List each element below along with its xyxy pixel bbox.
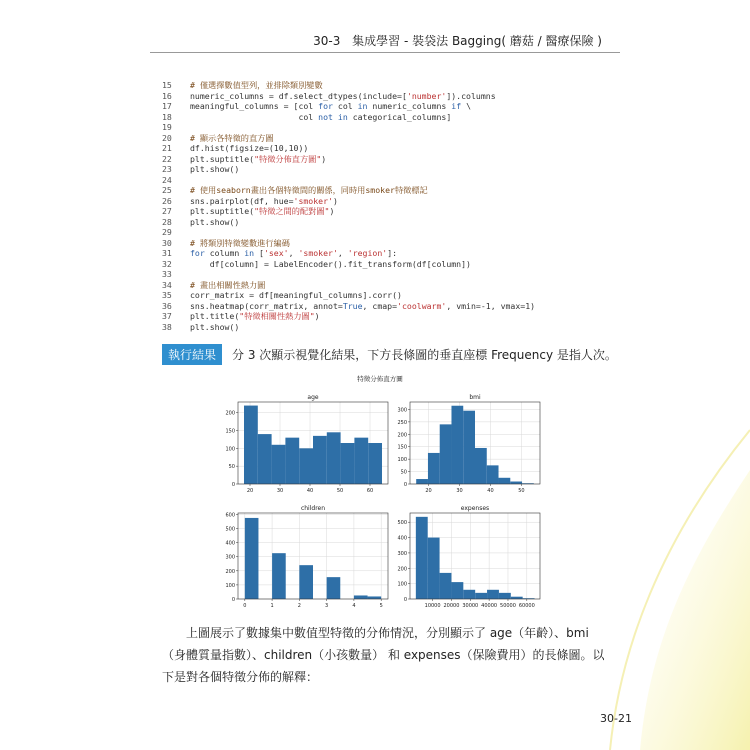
code-line — [162, 154, 602, 165]
histogram-bar — [510, 482, 522, 484]
y-tick-label: 0 — [231, 597, 235, 603]
line-number: 31 — [162, 248, 172, 258]
code-line — [162, 80, 602, 91]
x-tick-label: 3 — [325, 603, 329, 609]
chapter-title: 集成學習 - 裝袋法 Bagging( 蘑菇 / 醫療保險 ) — [352, 34, 602, 48]
histogram-bar — [463, 590, 475, 599]
x-tick-label: 40000 — [481, 603, 498, 609]
subplot-title: bmi — [469, 394, 481, 401]
x-tick-label: 50 — [336, 488, 344, 494]
histogram-bar — [327, 577, 341, 599]
histogram-bar — [428, 453, 440, 484]
histogram-bar — [341, 443, 355, 484]
line-number: 19 — [162, 122, 172, 132]
x-tick-label: 4 — [352, 603, 356, 609]
code-line — [162, 101, 602, 112]
y-tick-label: 150 — [397, 444, 407, 451]
histogram-bar — [258, 434, 272, 484]
x-tick-label: 40 — [306, 488, 314, 494]
result-line — [162, 344, 617, 365]
line-number: 34 — [162, 279, 172, 290]
histogram-bar — [416, 479, 428, 484]
code-text: plt.show() — [190, 216, 240, 227]
histogram-bar — [440, 573, 452, 599]
x-tick-label: 60 — [366, 488, 374, 494]
line-number: 32 — [162, 258, 172, 269]
code-line — [162, 259, 602, 270]
x-tick-label: 10000 — [424, 603, 441, 609]
y-tick-label: 0 — [403, 482, 407, 488]
code-line — [162, 164, 602, 175]
histogram-bar — [368, 443, 382, 484]
y-tick-label: 500 — [397, 520, 407, 527]
line-number: 18 — [162, 111, 172, 122]
line-number: 22 — [162, 153, 172, 164]
x-tick-label: 5 — [379, 603, 383, 609]
y-tick-label: 400 — [397, 535, 407, 542]
code-text: # 將類別特徵變數進行編碼 — [190, 237, 290, 248]
code-line — [162, 133, 602, 144]
histogram-bar — [416, 517, 428, 599]
code-line — [162, 217, 602, 228]
line-number: 21 — [162, 143, 172, 153]
histogram-bar — [299, 565, 313, 599]
code-line — [162, 196, 602, 207]
histogram-bar — [499, 593, 511, 599]
line-number: 16 — [162, 90, 172, 101]
histogram-bar — [272, 445, 286, 484]
histogram-bar — [299, 448, 313, 484]
histogram-bar — [499, 478, 511, 484]
code-text: df.hist(figsize=(10,10)) — [190, 143, 309, 153]
x-tick-label: 20 — [425, 488, 432, 494]
code-line — [162, 322, 602, 333]
histogram-bar — [313, 436, 327, 484]
histogram-bar — [511, 597, 523, 599]
x-tick-label: 1 — [270, 603, 274, 609]
code-line — [162, 269, 602, 280]
y-tick-label: 250 — [397, 419, 407, 426]
line-number: 38 — [162, 321, 172, 332]
x-tick-label: 40 — [487, 488, 494, 494]
result-badge: 執行結果 — [162, 344, 222, 365]
line-number: 20 — [162, 132, 172, 143]
code-text: # 顯示各特徵的直方圖 — [190, 132, 274, 143]
histogram-bar — [245, 518, 259, 599]
code-text: col not in categorical_columns] — [190, 111, 452, 122]
line-number: 27 — [162, 206, 172, 216]
line-number: 23 — [162, 164, 172, 174]
code-text: sns.heatmap(corr_matrix, annot=True, cmap='coolwarm', vmin=-1, vmax=1) — [190, 300, 536, 311]
histogram-bar — [463, 411, 475, 484]
x-tick-label: 30 — [276, 488, 284, 494]
y-tick-label: 100 — [397, 581, 407, 588]
code-listing — [162, 80, 602, 332]
x-tick-label: 20 — [246, 488, 254, 494]
histogram-bar — [475, 593, 487, 599]
line-number: 33 — [162, 269, 172, 279]
code-line — [162, 290, 602, 301]
histogram-bar — [475, 448, 487, 484]
y-tick-label: 600 — [225, 512, 235, 519]
code-line — [162, 280, 602, 291]
line-number: 37 — [162, 311, 172, 321]
y-tick-label: 100 — [397, 457, 407, 464]
x-tick-label: 20000 — [443, 603, 460, 609]
histogram-bar — [451, 406, 463, 484]
code-text: corr_matrix = df[meaningful_columns].corr() — [190, 290, 402, 300]
code-text: df[column] = LabelEncoder().fit_transform(df[column]) — [190, 258, 471, 269]
result-text: 分 3 次顯示視覺化結果，下方長條圖的垂直座標 Frequency 是指人次。 — [232, 348, 617, 362]
line-number: 36 — [162, 300, 172, 311]
code-line — [162, 301, 602, 312]
line-number: 30 — [162, 237, 172, 248]
y-tick-label: 0 — [403, 597, 407, 603]
y-tick-label: 300 — [397, 407, 407, 414]
subplot-title: age — [307, 394, 319, 401]
code-line — [162, 248, 602, 259]
histogram-bar — [487, 465, 499, 484]
x-tick-label: 30000 — [462, 603, 479, 609]
x-tick-label: 0 — [243, 603, 247, 609]
body-paragraph: 上圖展示了數據集中數值型特徵的分佈情況，分別顯示了 age（年齡）、bmi（身體質量指數）、children（小孩數量） 和 expenses（保險費用）的長條圖。以下是對各個特徵分佈的解釋： — [162, 626, 605, 684]
y-tick-label: 100 — [225, 582, 235, 589]
histogram-bar — [368, 596, 382, 599]
histogram-bar — [487, 590, 499, 599]
header-rule — [150, 52, 620, 53]
code-text: plt.show() — [190, 321, 240, 332]
code-text: numeric_columns = df.select_dtypes(include=['number']).columns — [190, 90, 496, 101]
code-text: for column in ['sex', 'smoker', 'region']: — [190, 248, 398, 258]
histogram-bar — [428, 538, 440, 599]
histogram-bar — [451, 582, 463, 599]
y-tick-label: 200 — [225, 410, 235, 417]
code-line — [162, 112, 602, 123]
chapter-number: 30-3 — [313, 34, 341, 48]
x-tick-label: 50 — [518, 488, 525, 494]
code-line — [162, 175, 602, 186]
figure-suptitle: 特徵分佈直方圖 — [357, 375, 403, 383]
subplot-title: expenses — [460, 505, 490, 512]
subplot-title: children — [300, 505, 326, 512]
histogram-bar — [272, 553, 286, 599]
line-number: 25 — [162, 185, 172, 195]
histogram-bar — [354, 438, 368, 484]
y-tick-label: 0 — [231, 482, 235, 488]
code-text: plt.suptitle("特徵之間的配對圖") — [190, 206, 335, 216]
page-header — [313, 32, 602, 49]
y-tick-label: 100 — [225, 446, 235, 453]
x-tick-label: 50000 — [500, 603, 516, 609]
y-tick-label: 200 — [397, 432, 407, 439]
code-line — [162, 311, 602, 322]
histogram-bar — [440, 424, 452, 484]
line-number: 17 — [162, 101, 172, 111]
y-tick-label: 300 — [225, 554, 235, 561]
code-line — [162, 185, 602, 196]
code-text: plt.title("特徵相關性熱力圖") — [190, 311, 320, 321]
histogram-bar — [354, 595, 368, 599]
line-number: 35 — [162, 290, 172, 300]
y-tick-label: 200 — [397, 566, 407, 573]
code-line — [162, 206, 602, 217]
histogram-bar — [244, 406, 258, 484]
y-tick-label: 300 — [397, 550, 407, 557]
y-tick-label: 200 — [225, 568, 235, 575]
code-text: meaningful_columns = [col for col in numeric_columns if \ — [190, 101, 472, 111]
line-number: 28 — [162, 216, 172, 227]
y-tick-label: 50 — [400, 469, 407, 476]
code-line — [162, 238, 602, 249]
y-tick-label: 150 — [225, 428, 235, 435]
code-line — [162, 227, 602, 238]
code-text: plt.suptitle("特徵分佈直方圖") — [190, 153, 327, 164]
line-number: 24 — [162, 174, 172, 185]
code-text: sns.pairplot(df, hue='smoker') — [190, 195, 338, 206]
y-tick-label: 50 — [228, 464, 235, 471]
code-text: # 使用seaborn畫出各個特徵間的關係，同時用smoker特徵標記 — [190, 185, 428, 195]
x-tick-label: 2 — [297, 603, 301, 609]
histogram-bar — [327, 432, 341, 484]
code-text: # 僅選擇數值型列，並排除類別變數 — [190, 80, 323, 90]
line-number: 26 — [162, 195, 172, 206]
code-text: # 畫出相關性熱力圖 — [190, 279, 266, 290]
y-tick-label: 400 — [225, 540, 235, 547]
line-number: 15 — [162, 80, 172, 90]
code-text: plt.show() — [190, 164, 240, 174]
code-line — [162, 91, 602, 102]
x-tick-label: 30 — [456, 488, 463, 494]
histogram-figure — [200, 370, 560, 615]
x-tick-label: 60000 — [518, 603, 535, 609]
line-number: 29 — [162, 227, 172, 237]
y-tick-label: 500 — [225, 526, 235, 533]
code-line — [162, 122, 602, 133]
histogram-bar — [285, 438, 299, 484]
page-number: 30-21 — [600, 712, 632, 725]
code-line — [162, 143, 602, 154]
